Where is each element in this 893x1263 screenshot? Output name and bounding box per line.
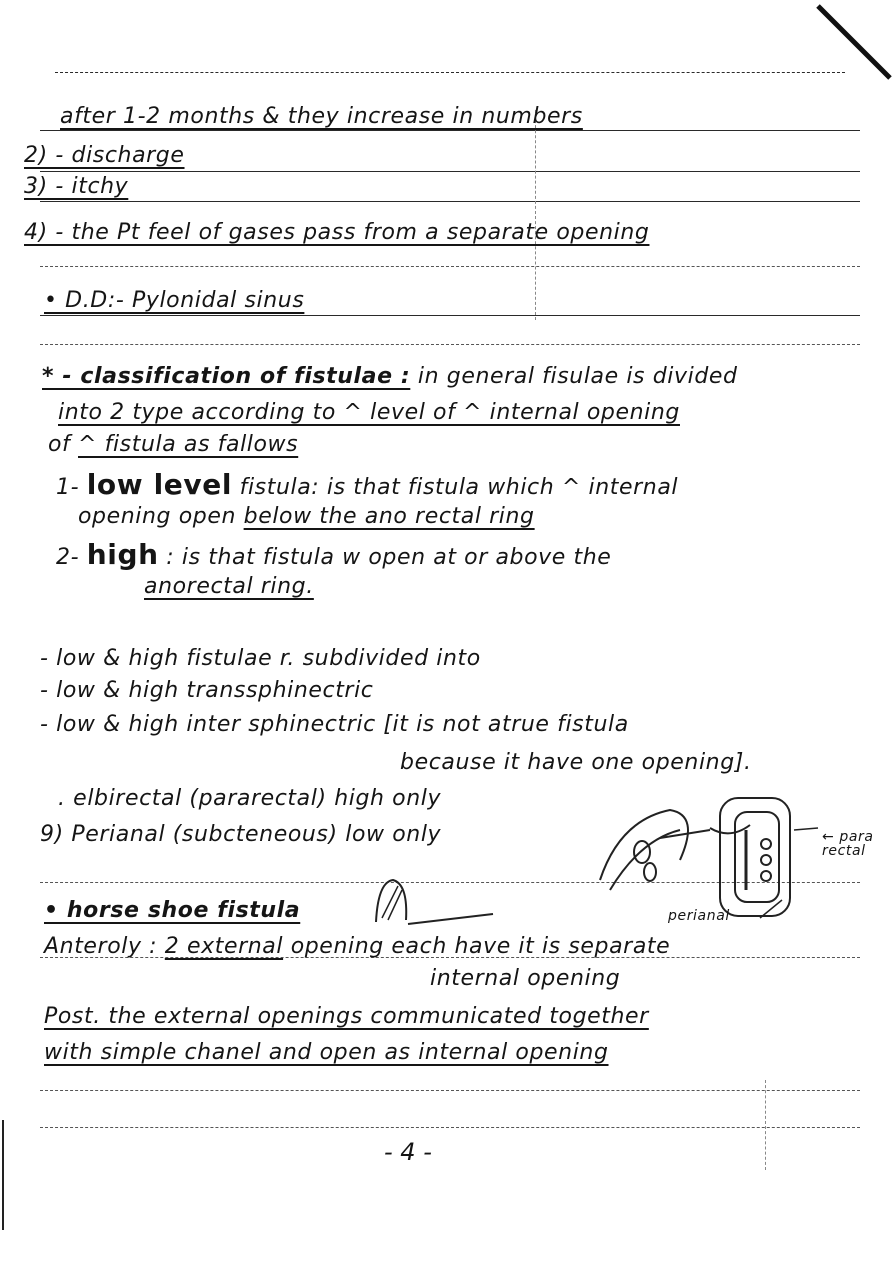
text-line-into: into 2 type according to ^ level of ^ internal opening	[58, 400, 680, 425]
ruled-line	[40, 344, 860, 345]
label-para-rectal: ← para rectal	[822, 829, 874, 859]
ruled-line	[40, 130, 860, 131]
item-1-cont	[78, 504, 535, 529]
text-line-sub2: - low & high transsphinectric	[40, 678, 374, 703]
text-line-sub3: - low & high inter sphinectric [it is not atrue fistula	[40, 712, 629, 737]
text-line-1: after 1-2 months & they increase in numbers	[60, 104, 583, 129]
text-line-sub4: . elbirectal (pararectal) high only	[58, 786, 442, 811]
anteriorly-b: 2 external	[164, 934, 284, 959]
anteriorly-c: opening each have it is separate	[290, 934, 671, 959]
horse-shoe-heading	[44, 898, 300, 923]
item-2-keyword: high	[86, 538, 159, 571]
item-1-number: 1-	[56, 475, 80, 500]
corner-stroke	[800, 0, 893, 90]
page-number: - 4 -	[384, 1138, 432, 1166]
item-2-number: 2-	[56, 545, 80, 570]
anteriorly-a: Anteroly :	[44, 934, 158, 959]
text-line-of	[48, 432, 298, 457]
item-2	[56, 538, 611, 571]
ruled-line	[40, 1127, 860, 1128]
classification-title: * - classification of fistulae :	[42, 364, 411, 389]
item-2-cont: anorectal ring.	[144, 574, 314, 599]
item-1-text: fistula: is that fistula which ^ internal	[239, 475, 679, 500]
page-left-edge	[2, 1120, 4, 1230]
ruled-line	[40, 315, 860, 316]
text-line-sub1: - low & high fistulae r. subdivided into	[40, 646, 481, 671]
ruled-line	[40, 1090, 860, 1091]
classification-heading	[42, 364, 738, 389]
item-1-cont-a: opening open	[78, 504, 237, 529]
horseshoe-sketch	[368, 872, 498, 932]
vertical-guide	[765, 1080, 766, 1170]
text-line-4: 4) - the Pt feel of gases pass from a separate opening	[24, 220, 650, 245]
text-line-sub5: 9) Perianal (subcteneous) low only	[40, 822, 442, 847]
item-2-text: : is that fistula w open at or above the	[166, 545, 612, 570]
of-prefix: of	[48, 432, 71, 457]
classification-rest: in general fisulae is divided	[417, 364, 738, 389]
ruled-line	[40, 171, 860, 172]
text-line-sub3-cont: because it have one opening].	[400, 750, 752, 775]
ruled-line	[40, 201, 860, 202]
ruled-line	[40, 266, 860, 267]
text-line-3: 3) - itchy	[24, 174, 129, 199]
text-line-with: with simple chanel and open as internal opening	[44, 1040, 609, 1065]
vertical-guide	[535, 110, 536, 320]
text-line-anteriorly	[44, 934, 670, 959]
text-line-post: Post. the external openings communicated together	[44, 1004, 649, 1029]
ruled-line	[55, 72, 845, 73]
item-1-keyword: low level	[86, 468, 233, 501]
of-rest: ^ fistula as fallows	[78, 432, 299, 457]
text-line-internal: internal opening	[430, 966, 621, 991]
dd-line: • D.D:- Pylonidal sinus	[44, 288, 305, 313]
item-1	[56, 468, 678, 501]
text-line-2: 2) - discharge	[24, 143, 185, 168]
item-1-cont-b: below the ano rectal ring	[243, 504, 535, 529]
label-perianal: perianal	[668, 908, 730, 924]
horse-shoe-title: • horse shoe fistula	[44, 898, 301, 923]
